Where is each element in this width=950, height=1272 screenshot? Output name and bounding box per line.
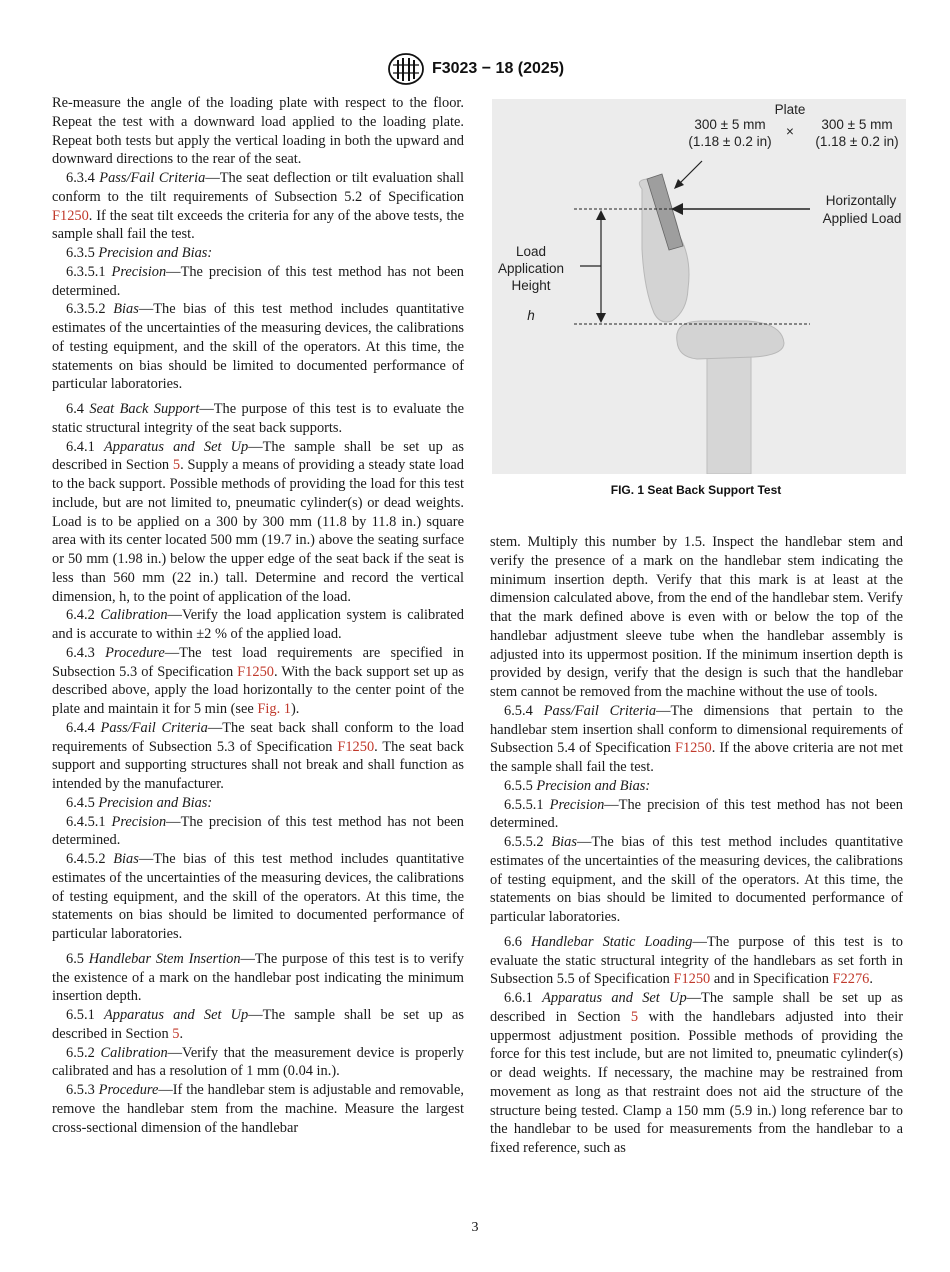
paragraph-6-3-5-2: 6.3.5.2 Bias—The bias of this test method includes quantitative estimates of the uncertainties of the measuring devices, the calibrations of testing equipment, and the skill of the operators. At this time, the statements on bias should be limited to documented performance of particular laboratories. (52, 301, 464, 393)
paragraph-6-4-5: 6.4.5 Precision and Bias: (66, 794, 213, 811)
height-label-line-2: Application (497, 261, 565, 276)
paragraph-6-4-2: 6.4.2 Calibration—Verify the load application system is calibrated and is accurate to within ±2 % of the applied load. (52, 607, 464, 642)
paragraph-6-5-5: 6.5.5 Precision and Bias: (504, 777, 651, 794)
seat-post-shape (707, 349, 751, 474)
paragraph-6-3-5: 6.3.5 Precision and Bias: (66, 245, 213, 261)
figure-caption: FIG. 1 Seat Back Support Test (610, 483, 782, 497)
plate-label: Plate (774, 102, 806, 117)
paragraph-6-5-5-1: 6.5.5.1 Precision—The precision of this test method has not been determined. (490, 796, 903, 832)
paragraph-6-5-5-2: 6.5.5.2 Bias—The bias of this test method includes quantitative estimates of the uncertainties of the measuring devices, the calibrations of testing equipment, and the skill of the operators. At this time, the statements on bias should be limited to documented performance of particular laboratories. (490, 834, 903, 925)
times-symbol: × (786, 124, 794, 139)
reference-link[interactable]: F1250 (674, 740, 712, 757)
paragraph-6-4-1: 6.4.1 Apparatus and Set Up—The sample shall be set up as described in Section 5. Supply a means of providing a steady state load to the back support. Possible methods of providing the load for this test include, but are not limited to, pneumatic cylinder(s) or dead weights. Load is to be applied on a 300 by 300 mm (11.8 by 11.8 in.) square area with its center located 500 mm (19.7 in.) above the seating surface or 50 mm (1.98 in.) below the upper edge of the seat back if the seat is less than 560 mm (22 in.) tall. Determine and record the vertical dimension, h, to the point of application of the load. (52, 438, 465, 605)
reference-link[interactable]: F1250 (337, 738, 375, 755)
plate-leader-line (678, 161, 702, 185)
arrowhead-up-icon (596, 210, 606, 220)
right-column (490, 533, 903, 1158)
paragraph-6-4-5-1: 6.4.5.1 Precision—The precision of this test method has not been determined. (52, 813, 464, 849)
paragraph-6-4-4: 6.4.4 Pass/Fail Criteria—The seat back shall conform to the load requirements of Subsection 5.3 of Specification F1250. The seat back support and supporting structures shall not break and shall function as intended by the manufacturer. (52, 719, 464, 792)
reference-link[interactable]: F1250 (237, 663, 274, 680)
document-designation: F3023 − 18 (2025) (431, 60, 565, 77)
dimension-1-line-2: (1.18 ± 0.2 in) (688, 134, 772, 149)
paragraph-6-3-4: 6.3.4 Pass/Fail Criteria—The seat deflection or tilt evaluation shall conform to the tilt requirements of Subsection 5.2 of Specification F1250. If the seat tilt exceeds the criteria for any of the above tests, the sample shall fail the test. (52, 170, 464, 243)
reference-link[interactable]: 5 (630, 1008, 639, 1025)
height-label-line-1: Load (515, 244, 547, 259)
height-label-line-3: Height (511, 278, 551, 293)
left-column (52, 94, 464, 1137)
arrowhead-down-icon (596, 313, 606, 323)
height-symbol: h (527, 308, 535, 323)
reference-link[interactable]: F1250 (52, 207, 89, 224)
page-header (0, 52, 950, 86)
paragraph-6-4: 6.4 Seat Back Support—The purpose of this test is to evaluate the static structural integrity of the seat back supports. (52, 401, 464, 436)
dimension-2-line-2: (1.18 ± 0.2 in) (815, 134, 899, 149)
paragraph-6-5: 6.5 Handlebar Stem Insertion—The purpose of this test is to verify the existence of a mark on the handlebar post indicating the minimum insertion depth. (52, 950, 464, 1005)
figure-link[interactable]: Fig. 1 (257, 701, 291, 717)
paragraph-6-5-3: 6.5.3 Procedure—If the handlebar stem is adjustable and removable, remove the handlebar stem from the machine. Measure the largest cross-sectional dimension of the handlebar (52, 1082, 464, 1136)
page-number: 3 (471, 1220, 479, 1235)
paragraph-6-3-5-1: 6.3.5.1 Precision—The precision of this test method has not been determined. (52, 263, 464, 299)
dimension-2-line-1: 300 ± 5 mm (821, 117, 893, 132)
reference-link[interactable]: 5 (172, 457, 181, 474)
seat-cushion-shape (677, 321, 784, 359)
applied-load-label-line-2: Applied Load (822, 211, 902, 226)
reference-link[interactable]: 5 (172, 1025, 180, 1042)
paragraph: stem. Multiply this number by 1.5. Inspect the handlebar stem and verify the presence of a mark on the handlebar stem indicating the minimum insertion depth. Verify that this mark is at least at the dimension calculated above, from the end of the handlebar stem. Verify that the mark defined above is even with or below the top of the handlebar adjustment sleeve tube when the handlebar assembly is adjusted into its uppermost position. If the minimum insertion depth is provided by design, verify that the design is such that the handlebar stem cannot be removed from the machine without the use of tools. (490, 534, 903, 700)
paragraph-6-6-1: 6.6.1 Apparatus and Set Up—The sample shall be set up as described in Section 5 with the handlebars adjusted into their uppermost adjustment position. Possible methods of providing the force for this test include, but are not limited to, pneumatic cylinder(s) or dead weights. If necessary, the machine may be restrained from movement as long as that restraint does not aid the structure of the structure being tested. Clamp a 150 mm (5.9 in.) long reference bar to the handlebar to be used for measurements from the handlebar to a fixed reference, such as (490, 990, 903, 1156)
seat-diagram (492, 99, 906, 474)
reference-link[interactable]: F2276 (832, 971, 870, 988)
dimension-1-line-1: 300 ± 5 mm (694, 117, 766, 132)
astm-logo-icon (386, 52, 426, 86)
paragraph-6-5-1: 6.5.1 Apparatus and Set Up—The sample shall be set up as described in Section 5. (52, 1007, 464, 1042)
paragraph-6-6: 6.6 Handlebar Static Loading—The purpose of this test is to evaluate the static structural integrity of the handlebars as set forth in Subsection 5.5 of Specification F1250 and in Specification F2276. (490, 933, 903, 988)
paragraph-6-5-2: 6.5.2 Calibration—Verify that the measurement device is properly calibrated and has a resolution of 1 mm (0.04 in.). (52, 1044, 464, 1080)
applied-load-label-line-1: Horizontally (825, 193, 897, 208)
paragraph: Re-measure the angle of the loading plate with respect to the floor. Repeat the test with a downward load applied to the loading plate. Repeat both tests but apply the vertical loading in both the upward and downward directions to the rear of the seat. (52, 95, 464, 168)
reference-link[interactable]: F1250 (673, 971, 711, 988)
figure-seat-back-support (492, 99, 906, 474)
paragraph-6-4-3: 6.4.3 Procedure—The test load requirements are specified in Subsection 5.3 of Specification F1250. With the back support set up as described above, apply the load horizontally to the center point of the plate and maintain it for 5 min (see Fig. 1). (52, 644, 464, 717)
paragraph-6-5-4: 6.5.4 Pass/Fail Criteria—The dimensions that pertain to the handlebar stem insertion shall conform to dimensional requirements of Subsection 5.4 of Specification F1250. If the above criteria are not met the sample shall fail the test. (490, 702, 903, 775)
paragraph-6-4-5-2: 6.4.5.2 Bias—The bias of this test method includes quantitative estimates of the uncertainties of the measuring devices, the calibrations of testing equipment, and the skill of the operators. At this time, the statements on bias should be limited to documented performance of particular laboratories. (52, 851, 464, 942)
